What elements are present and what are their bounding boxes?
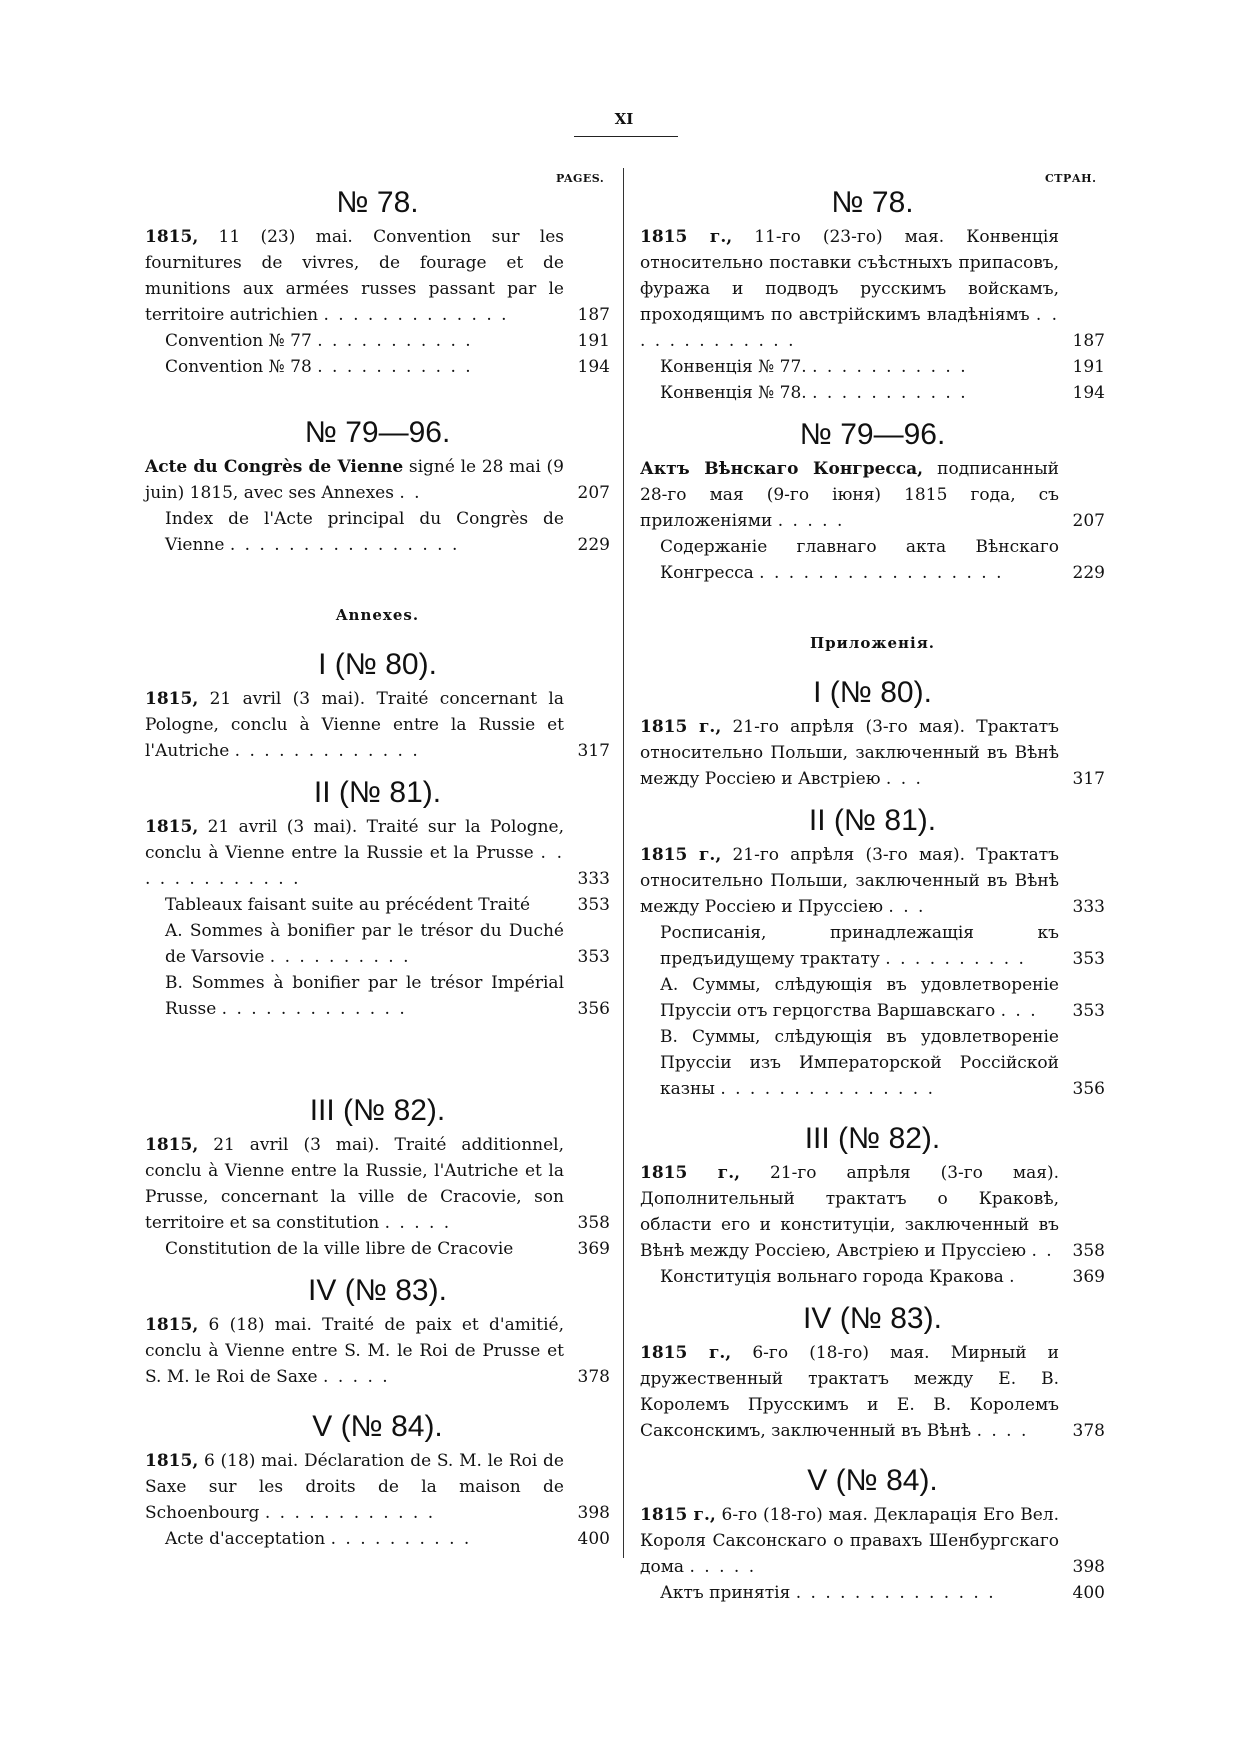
page-ref: 207 [1072,511,1105,531]
left-column [145,180,610,1552]
toc-entry: Tableaux faisant suite au précédent Traité 353 [145,892,610,918]
toc-entry: А. Суммы, слѣдующія въ удовлетвореніе Пруссіи отъ герцогства Варшавскаго . . . 353 [640,972,1105,1024]
page-ref: 400 [1072,1583,1105,1603]
page-ref: 187 [1072,331,1105,351]
section-heading: № 78. [336,186,419,219]
section-heading: II (№ 81). [313,776,442,809]
toc-entry: 1815, 6 (18) mai. Traité de paix et d'amitié, conclu à Vienne entre S. M. le Roi de Prusse et S. M. le Roi de Saxe . . . . . 378 [145,1312,610,1390]
toc-entry: 1815 г., 6-го (18-го) мая. Мирный и дружественный трактатъ между Е. В. Королемъ Прусскимъ и Е. В. Королемъ Саксонскимъ, заключенный въ Вѣнѣ . . . . 378 [640,1340,1105,1444]
toc-entry: Содержаніе главнаго акта Вѣнскаго Конгресса . . . . . . . . . . . . . . . . . 229 [640,534,1105,586]
page-ref: 378 [577,1367,610,1387]
page-ref: 229 [577,535,610,555]
page-ref: 333 [1072,897,1105,917]
toc-entry: 1815 г., 21-го апрѣля (3-го мая). Дополнительный трактатъ о Краковѣ, области его и конституціи, заключенный въ Вѣнѣ между Россіею, Австріею и Пруссіею . . 358 [640,1160,1105,1264]
page-ref: 207 [577,483,610,503]
page-ref: 353 [1072,1001,1105,1021]
toc-entry: Актъ Вѣнскаго Конгресса, подписанный 28-го мая (9-го іюня) 1815 года, съ приложеніями . . . . . 207 [640,456,1105,534]
annexes-title: Annexes. [335,606,420,624]
page-ref: 229 [1072,563,1105,583]
toc-entry: Acte du Congrès de Vienne signé le 28 mai (9 juin) 1815, avec ses Annexes . . 207 [145,454,610,506]
page-number: XI [614,110,634,128]
toc-entry: Convention № 78 . . . . . . . . . . . 194 [145,354,610,380]
toc-entry: Convention № 77 . . . . . . . . . . . 191 [145,328,610,354]
page-ref: 187 [577,305,610,325]
toc-entry: Index de l'Acte principal du Congrès de Vienne . . . . . . . . . . . . . . . . 229 [145,506,610,558]
section-heading: № 78. [831,186,914,219]
toc-entry: 1815, 6 (18) mai. Déclaration de S. M. le Roi de Saxe sur les droits de la maison de Schoenbourg . . . . . . . . . . . . 398 [145,1448,610,1526]
page-ref: 378 [1072,1421,1105,1441]
toc-entry: 1815 г., 6-го (18-го) мая. Декларація Его Вел. Короля Саксонскаго о правахъ Шенбургскаго дома . . . . . 398 [640,1502,1105,1580]
page-ref: 191 [1072,357,1105,377]
right-column-header: СТРАН. [1045,172,1097,185]
page-ref: 317 [1072,769,1105,789]
page-ref: 353 [577,947,610,967]
page-ref: 194 [577,357,610,377]
toc-entry: A. Sommes à bonifier par le trésor du Duché de Varsovie . . . . . . . . . . 353 [145,918,610,970]
toc-entry: Конвенція № 78. . . . . . . . . . . . 194 [640,380,1105,406]
section-heading: IV (№ 83). [803,1302,942,1335]
page-ref: 398 [1072,1557,1105,1577]
toc-entry: 1815, 11 (23) mai. Convention sur les fournitures de vivres, de fourage et de munitions aux armées russes passant par le territoire autrichien . . . . . . . . . . . . . 187 [145,224,610,328]
page-ref: 356 [577,999,610,1019]
toc-entry: В. Суммы, слѣдующія въ удовлетвореніе Пруссіи изъ Императорской Россійской казны . . . . . . . . . . . . . . . 356 [640,1024,1105,1102]
section-heading: I (№ 80). [318,648,437,681]
toc-entry: Росписанія, принадлежащія къ предъидущему трактату . . . . . . . . . . 353 [640,920,1105,972]
section-heading: № 79—96. [799,418,946,451]
page-ref: 317 [577,741,610,761]
toc-entry: 1815, 21 avril (3 mai). Traité sur la Pologne, conclu à Vienne entre la Russie et la Prusse . . . . . . . . . . . . . 333 [145,814,610,892]
page-number-rule [574,136,678,137]
toc-entry: Актъ принятія . . . . . . . . . . . . . . 400 [640,1580,1105,1606]
annexes-title: Приложенія. [809,634,936,652]
page-ref: 356 [1072,1079,1105,1099]
page-ref: 369 [577,1239,610,1259]
section-heading: IV (№ 83). [308,1274,447,1307]
toc-entry: Acte d'acceptation . . . . . . . . . . 400 [145,1526,610,1552]
toc-entry: B. Sommes à bonifier par le trésor Impérial Russe . . . . . . . . . . . . . 356 [145,970,610,1022]
left-column-header: PAGES. [556,172,605,185]
toc-entry: 1815, 21 avril (3 mai). Traité additionnel, conclu à Vienne entre la Russie, l'Autriche et la Prusse, concernant la ville de Cracovie, son territoire et sa constitution . . . . . 358 [145,1132,610,1236]
page-ref: 358 [577,1213,610,1233]
column-divider [623,168,624,1558]
page-ref: 398 [577,1503,610,1523]
section-heading: I (№ 80). [813,676,932,709]
toc-entry: 1815, 21 avril (3 mai). Traité concernant la Pologne, conclu à Vienne entre la Russie et l'Autriche . . . . . . . . . . . . . 317 [145,686,610,764]
toc-entry: Constitution de la ville libre de Cracovie 369 [145,1236,610,1262]
section-heading: № 79—96. [304,416,451,449]
page-ref: 353 [1072,949,1105,969]
section-heading: II (№ 81). [808,804,937,837]
section-heading: V (№ 84). [807,1464,938,1497]
page-ref: 333 [577,869,610,889]
page-ref: 194 [1072,383,1105,403]
toc-entry: Конвенція № 77. . . . . . . . . . . . 191 [640,354,1105,380]
section-heading: III (№ 82). [804,1122,941,1155]
page-ref: 358 [1072,1241,1105,1261]
toc-entry: 1815 г., 21-го апрѣля (3-го мая). Трактатъ относительно Польши, заключенный въ Вѣнѣ между Россіею и Австріею . . . 317 [640,714,1105,792]
page-ref: 369 [1072,1267,1105,1287]
section-heading: V (№ 84). [312,1410,443,1443]
section-heading: III (№ 82). [309,1094,446,1127]
page-ref: 400 [577,1529,610,1549]
toc-entry: 1815 г., 21-го апрѣля (3-го мая). Трактатъ относительно Польши, заключенный въ Вѣнѣ между Россіею и Пруссіею . . . 333 [640,842,1105,920]
page-ref: 353 [577,895,610,915]
right-column [640,180,1105,1606]
page-ref: 191 [577,331,610,351]
toc-entry: Конституція вольнаго города Кракова . 369 [640,1264,1105,1290]
toc-entry: 1815 г., 11-го (23-го) мая. Конвенція относительно поставки съѣстныхъ припасовъ, фуража и подводъ русскимъ войскамъ, проходящимъ по австрійскимъ владѣніямъ . . . . . . . . . . . . . 187 [640,224,1105,354]
